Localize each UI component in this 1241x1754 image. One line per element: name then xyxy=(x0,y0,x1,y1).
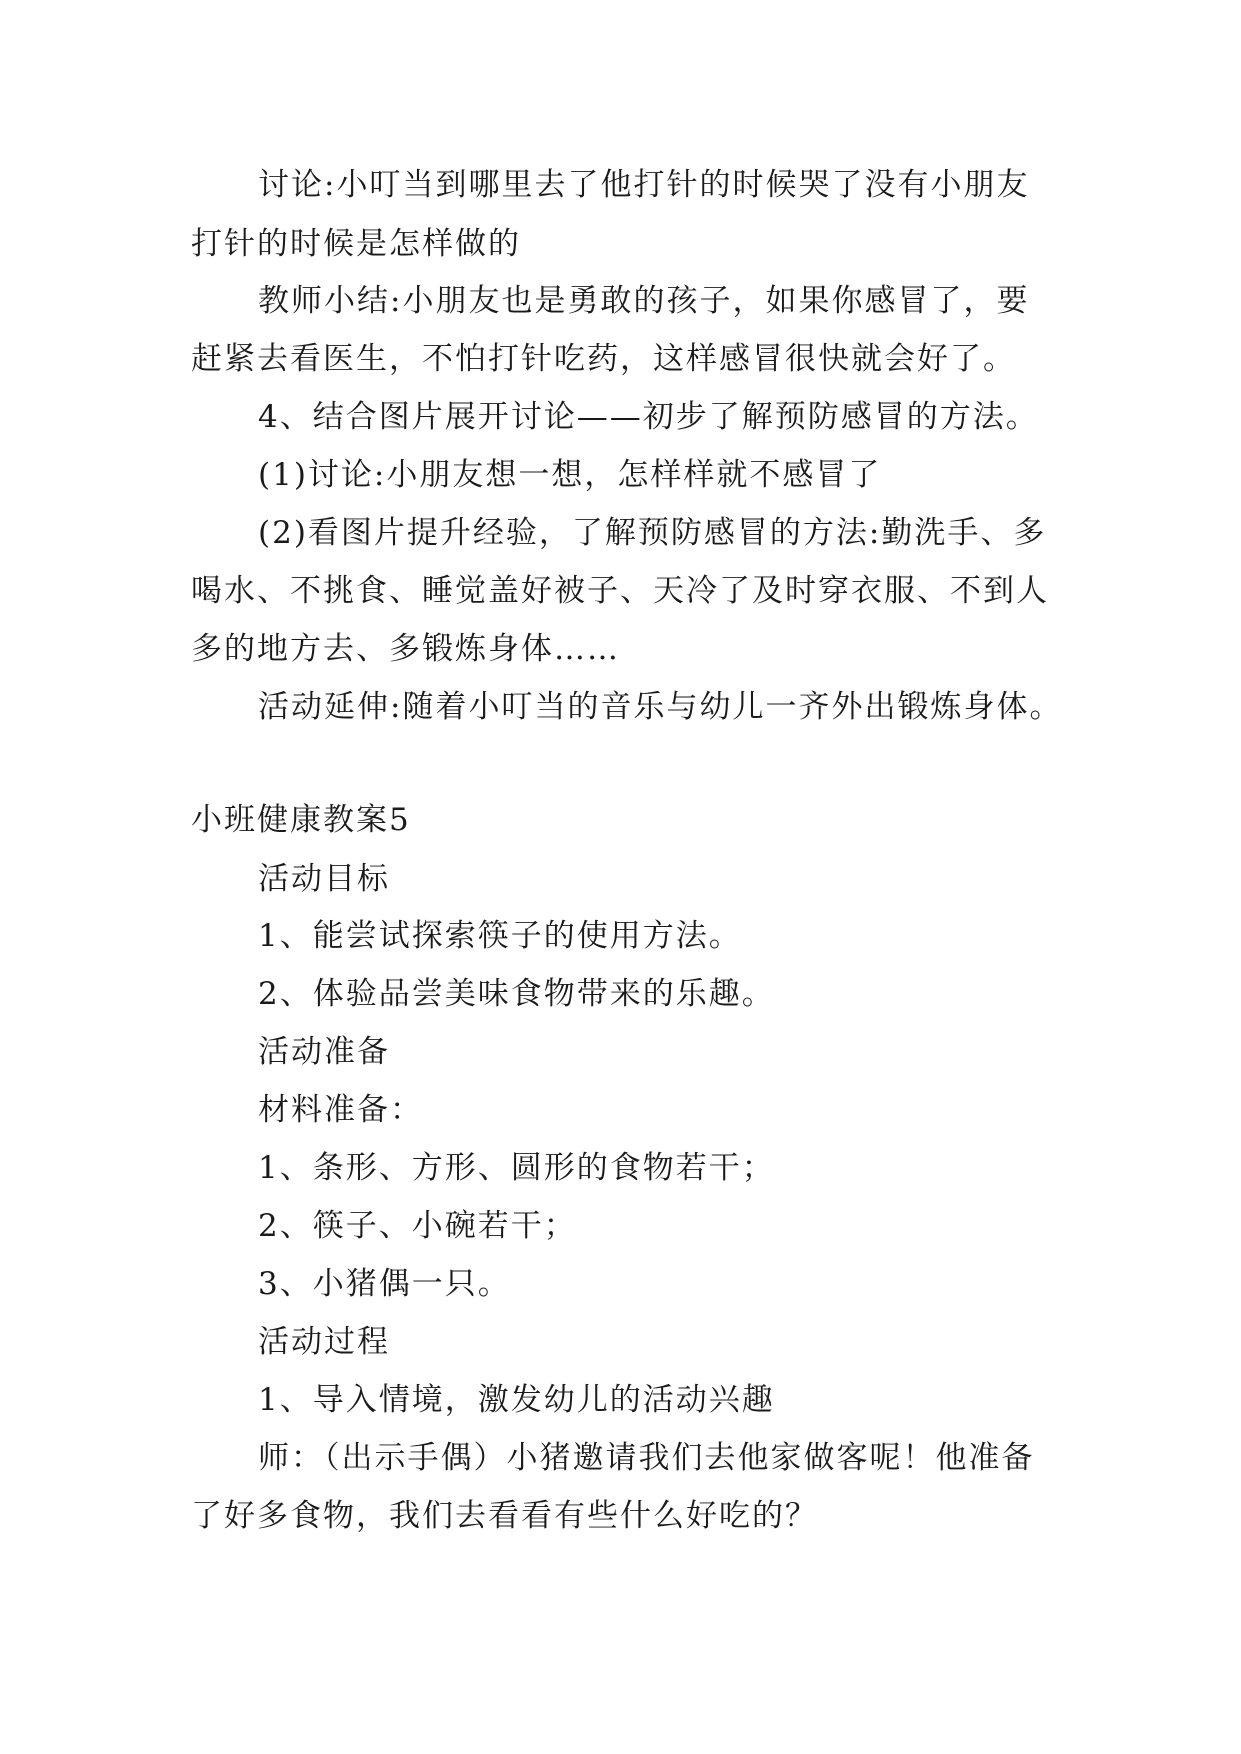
paragraph-discussion: 讨论:小叮当到哪里去了他打针的时候哭了没有小朋友 xyxy=(258,167,1030,203)
paragraph-discussion-continued: 打针的时候是怎样做的 xyxy=(191,226,521,262)
paragraph-teacher-summary: 教师小结:小朋友也是勇敢的孩子，如果你感冒了，要 xyxy=(258,283,1030,319)
teacher-dialogue: 师：（出示手偶）小猪邀请我们去他家做客呢！他准备 xyxy=(258,1440,1035,1476)
step-4-item-2-continued-1: 喝水、不挑食、睡觉盖好被子、天冷了及时穿衣服、不到人 xyxy=(191,573,1049,609)
step-4-item-1: (1)讨论:小朋友想一想，怎样样就不感冒了 xyxy=(258,457,882,493)
paragraph-teacher-summary-continued: 赶紧去看医生，不怕打针吃药，这样感冒很快就会好了。 xyxy=(191,341,1016,377)
step-4-item-2-continued-2: 多的地方去、多锻炼身体…… xyxy=(191,631,620,667)
goal-1: 1、能尝试探索筷子的使用方法。 xyxy=(258,918,742,954)
process-step-1: 1、导入情境，激发幼儿的活动兴趣 xyxy=(258,1382,775,1418)
material-3: 3、小猪偶一只。 xyxy=(258,1266,511,1302)
material-1: 1、条形、方形、圆形的食物若干； xyxy=(258,1150,775,1186)
step-4: 4、结合图片展开讨论——初步了解预防感冒的方法。 xyxy=(258,399,1039,435)
preparation-heading: 活动准备 xyxy=(258,1034,390,1070)
material-2: 2、筷子、小碗若干； xyxy=(258,1208,577,1244)
process-heading: 活动过程 xyxy=(258,1324,390,1360)
goal-2: 2、体验品尝美味食物带来的乐趣。 xyxy=(258,976,775,1012)
goals-heading: 活动目标 xyxy=(258,861,390,897)
materials-heading: 材料准备： xyxy=(258,1092,423,1128)
activity-extension: 活动延伸:随着小叮当的音乐与幼儿一齐外出锻炼身体。 xyxy=(258,689,1063,725)
section-title: 小班健康教案5 xyxy=(191,802,411,838)
step-4-item-2: (2)看图片提升经验，了解预防感冒的方法:勤洗手、多 xyxy=(258,515,1047,551)
teacher-dialogue-continued: 了好多食物，我们去看看有些什么好吃的？ xyxy=(191,1498,818,1534)
